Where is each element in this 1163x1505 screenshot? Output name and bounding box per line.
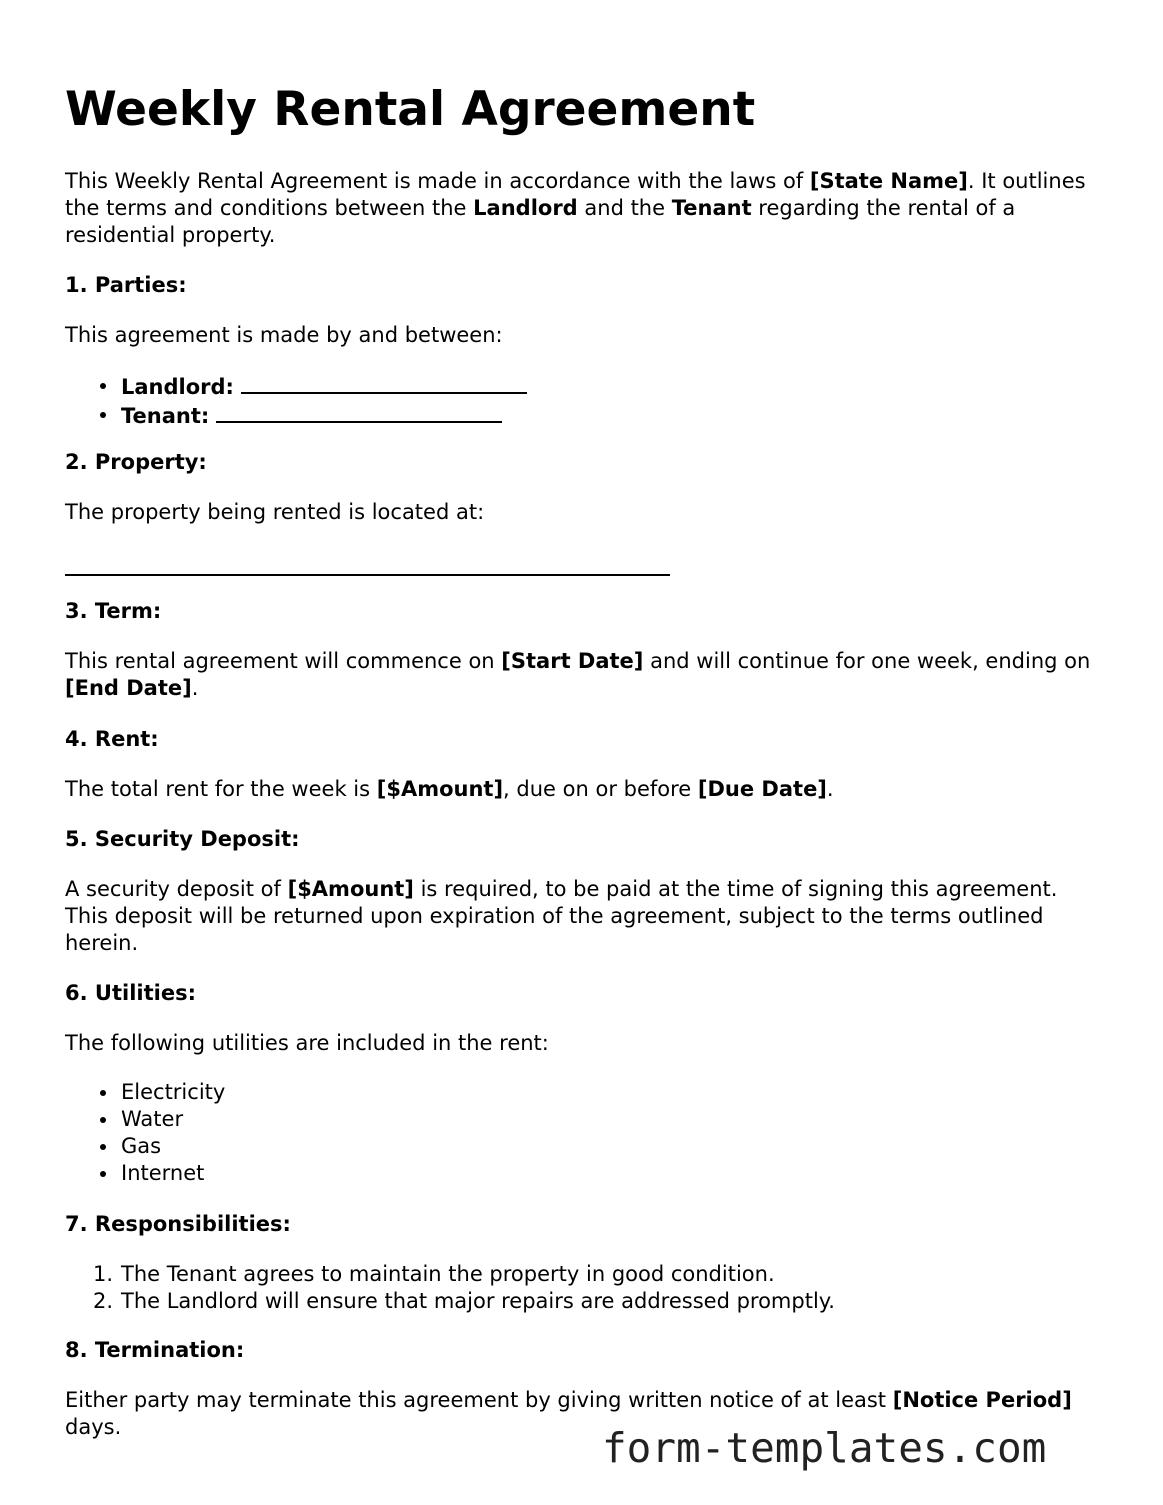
list-item: Internet xyxy=(65,1160,225,1187)
list-item: Water xyxy=(65,1106,225,1133)
watermark-text: form-templates.com xyxy=(602,1424,1047,1472)
end-date-placeholder: [End Date] xyxy=(65,676,192,700)
start-date-placeholder: [Start Date] xyxy=(501,649,644,673)
utilities-list xyxy=(65,1079,225,1187)
deposit-amount-placeholder: [$Amount] xyxy=(287,877,414,901)
list-item: Gas xyxy=(65,1133,225,1160)
section-heading-property: 2. Property: xyxy=(65,450,207,474)
term-paragraph: This rental agreement will commence on [Start Date] and will continue for one week, ending on [End Date]. xyxy=(65,649,1091,700)
utilities-text: The following utilities are included in the rent: xyxy=(65,1031,549,1055)
state-name-placeholder: [State Name] xyxy=(809,169,968,193)
list-item: 1. The Tenant agrees to maintain the property in good condition. xyxy=(93,1262,775,1286)
rent-amount-placeholder: [$Amount] xyxy=(376,777,504,801)
section-heading-rent: 4. Rent: xyxy=(65,727,159,751)
termination-paragraph: Either party may terminate this agreement by giving written notice of at least [Notice Period] days. xyxy=(65,1388,1072,1439)
list-item xyxy=(65,372,527,401)
tenant-term: Tenant xyxy=(671,196,752,220)
notice-period-placeholder: [Notice Period] xyxy=(892,1388,1072,1412)
list-item: 2. The Landlord will ensure that major repairs are addressed promptly. xyxy=(93,1289,835,1313)
list-number: 2. xyxy=(93,1289,114,1313)
document-title: Weekly Rental Agreement xyxy=(65,82,756,137)
section-heading-termination: 8. Termination: xyxy=(65,1338,245,1362)
section-heading-term: 3. Term: xyxy=(65,599,162,623)
list-item xyxy=(65,401,527,430)
due-date-placeholder: [Due Date] xyxy=(697,777,827,801)
security-deposit-paragraph: A security deposit of [$Amount] is required, to be paid at the time of signing this agreement. This deposit will be returned upon expiration of the agreement, subject to the terms outlined herein. xyxy=(65,877,1058,955)
parties-text: This agreement is made by and between: xyxy=(65,323,503,347)
list-item: Electricity xyxy=(65,1079,225,1106)
tenant-name-blank[interactable] xyxy=(216,401,502,423)
landlord-term: Landlord xyxy=(473,196,578,220)
rent-paragraph: The total rent for the week is [$Amount], due on or before [Due Date]. xyxy=(65,777,834,801)
section-heading-security-deposit: 5. Security Deposit: xyxy=(65,827,300,851)
list-number: 1. xyxy=(93,1262,114,1286)
responsibilities-list xyxy=(65,1261,835,1315)
property-text: The property being rented is located at: xyxy=(65,500,485,524)
section-heading-utilities: 6. Utilities: xyxy=(65,981,196,1005)
property-address-blank[interactable] xyxy=(65,574,670,576)
parties-list xyxy=(65,372,527,430)
section-heading-parties: 1. Parties: xyxy=(65,273,187,297)
landlord-label: Landlord: xyxy=(121,375,234,399)
landlord-name-blank[interactable] xyxy=(241,372,527,394)
intro-paragraph: This Weekly Rental Agreement is made in accordance with the laws of [State Name]. It outlines the terms and conditions between the Landlord and the Tenant regarding the rental of a residential property. xyxy=(65,169,1086,247)
tenant-label: Tenant: xyxy=(121,404,210,428)
section-heading-responsibilities: 7. Responsibilities: xyxy=(65,1212,291,1236)
